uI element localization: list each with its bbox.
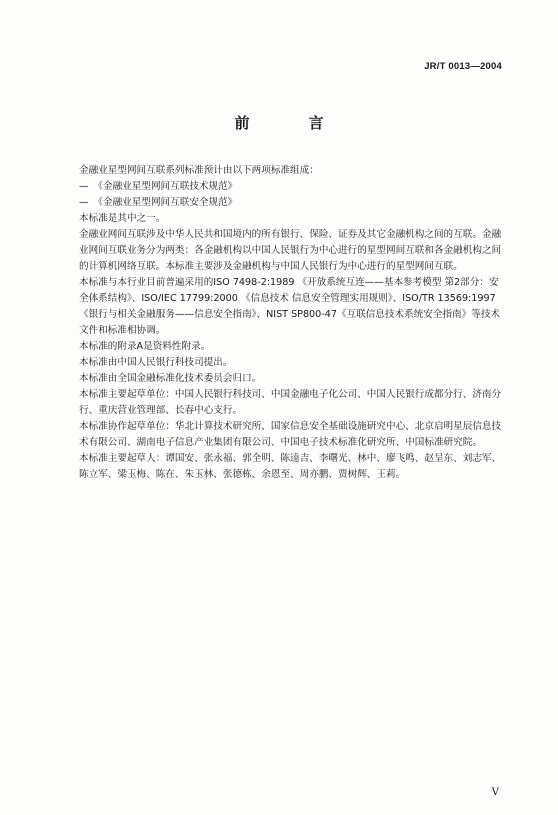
paragraph-appendix: 本标准的附录A是资料性附录。	[79, 341, 211, 352]
page-title: 前 言	[234, 114, 346, 132]
paragraph-one-of: 本标准是其中之一。	[79, 213, 166, 224]
paragraph-proposed-by: 本标准由中国人民银行科技司提出。	[79, 357, 233, 368]
list-item-security-spec: — 《金融业星型网间互联安全规范》	[79, 197, 238, 208]
paragraph-managed-by: 本标准由全国金融标准化技术委员会归口。	[79, 373, 262, 384]
paragraph-drafter-names: 本标准主要起草人：谭国安、张永福、郭全明、陈逵吉、李曙光、林中、廖飞鸣、赵呈东、刘志军、陈立军、梁玉梅、陈在、朱玉林、张德栋、余恩至、周亦鹏、贾树辉、王莉。	[79, 453, 502, 480]
paragraph-scope: 金融业网间互联涉及中华人民共和国境内的所有银行、保险、证券及其它金融机构之间的互联。金融业网间互联业务分为两类：各金融机构以中国人民银行为中心进行的星型网间互联和各金融机构之间的计算机网络互联。本标准主要涉及金融机构与中国人民银行为中心进行的星型网间互联。	[79, 229, 502, 272]
paragraph-intro: 金融业星型网间互联系列标准预计由以下两项标准组成：	[79, 165, 319, 176]
list-item-tech-spec: — 《金融业星型网间互联技术规范》	[79, 181, 238, 192]
paragraph-references: 本标准与本行业目前普遍采用的ISO 7498-2:1989 《开放系统互连——基本参考模型 第2部分：安全体系结构》、ISO/IEC 17799:2000 《信息技术 信息安全管理实用规则》、ISO/TR 13569:1997 《银行与相关金融服务——信息安全指南》、NIST SP800-47《互联信息技术系统安全指南》等技术文件和标准相协调。	[79, 277, 501, 336]
paragraph-co-drafters: 本标准协作起草单位：华北计算技术研究所、国家信息安全基础设施研究中心、北京启明星辰信息技术有限公司、湖南电子信息产业集团有限公司、中国电子技术标准化研究所、中国标准研究院。	[79, 421, 502, 448]
standard-code: JR/T 0013—2004	[424, 61, 502, 72]
foreword-body	[79, 163, 502, 483]
paragraph-main-drafters: 本标准主要起草单位：中国人民银行科技司、中国金融电子化公司、中国人民银行成都分行、济南分行、重庆营业管理部、长春中心支行。	[79, 389, 502, 416]
page-number: V	[491, 787, 499, 798]
